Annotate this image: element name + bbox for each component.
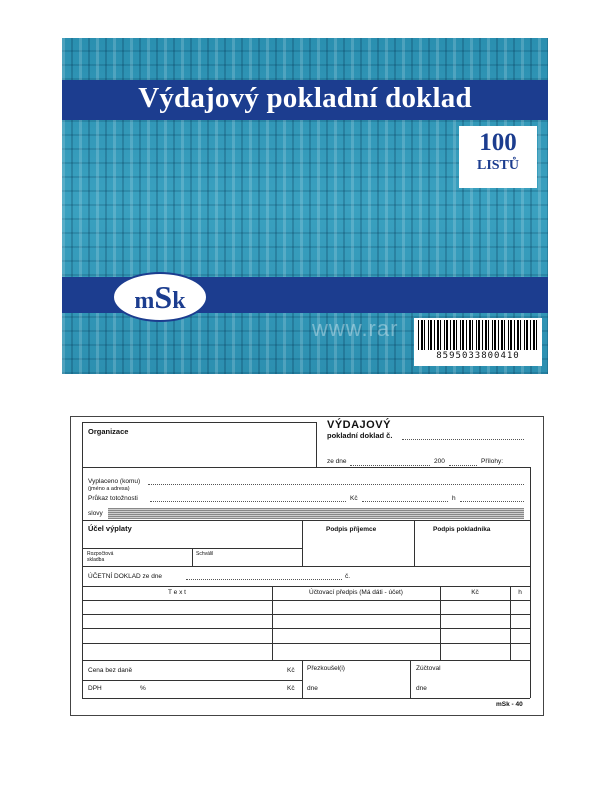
divider bbox=[82, 566, 530, 567]
ze-dne-label: ze dne bbox=[327, 458, 347, 465]
cover-title: Výdajový pokladní doklad bbox=[138, 82, 472, 114]
prezkousel-label: Přezkoušel(i) bbox=[307, 665, 345, 672]
divider bbox=[82, 586, 530, 587]
divider bbox=[302, 660, 303, 698]
doc-number-line[interactable] bbox=[402, 439, 524, 440]
form-heading-doc: pokladní doklad č. bbox=[327, 431, 393, 440]
rozpoctova-skladba-label: Rozpočtová skladba bbox=[87, 551, 114, 563]
col-kc-header: Kč bbox=[471, 589, 479, 596]
msk-logo bbox=[112, 272, 208, 322]
percent-label: % bbox=[140, 685, 146, 692]
date-line[interactable] bbox=[350, 465, 430, 466]
divider bbox=[414, 520, 415, 566]
logo-letter-s: S bbox=[154, 279, 173, 315]
divider bbox=[82, 467, 530, 468]
vyplaceno-label: Vyplaceno (komu) bbox=[88, 478, 141, 485]
c-label: č. bbox=[345, 573, 351, 580]
prukaz-label: Průkaz totožnosti bbox=[88, 495, 138, 502]
col-predpis-header: Účtovací předpis (Má dáti - účet) bbox=[309, 589, 403, 596]
logo-letter-k: k bbox=[172, 288, 186, 314]
payee-line[interactable] bbox=[148, 484, 524, 485]
schvalil-label: Schválil bbox=[196, 551, 214, 557]
year-label: 200 bbox=[434, 458, 445, 465]
divider bbox=[192, 548, 193, 566]
amount-h-line[interactable] bbox=[460, 501, 524, 502]
zuctoval-dne-label: dne bbox=[416, 685, 427, 692]
divider bbox=[82, 628, 530, 629]
prilohy-label: Přílohy: bbox=[481, 458, 504, 465]
divider bbox=[510, 586, 511, 660]
title-band bbox=[62, 80, 548, 120]
id-line[interactable] bbox=[150, 501, 346, 502]
accounting-date-line[interactable] bbox=[186, 579, 342, 580]
sheet-count-badge bbox=[459, 126, 537, 188]
form-code: mSk - 40 bbox=[496, 701, 523, 708]
divider bbox=[82, 680, 302, 681]
divider bbox=[82, 422, 83, 698]
divider bbox=[82, 422, 316, 423]
cena-kc-label: Kč bbox=[287, 667, 295, 674]
divider bbox=[82, 520, 530, 521]
ucel-vyplaty-label: Účel výplaty bbox=[88, 524, 132, 533]
prezkousel-dne-label: dne bbox=[307, 685, 318, 692]
slovy-label: slovy bbox=[88, 510, 103, 517]
podpis-pokladnika-label: Podpis pokladníka bbox=[433, 526, 491, 533]
cena-bez-dane-label: Cena bez daně bbox=[88, 667, 133, 674]
zuctoval-label: Zúčtoval bbox=[416, 665, 441, 672]
booklet-cover bbox=[62, 38, 548, 374]
barcode bbox=[414, 318, 542, 366]
watermark: www.rar bbox=[312, 316, 399, 341]
divider bbox=[82, 643, 530, 644]
col-h-header: h bbox=[518, 589, 522, 596]
col-text-header: T e x t bbox=[168, 589, 186, 596]
barcode-bars bbox=[418, 320, 538, 350]
dph-kc-label: Kč bbox=[287, 685, 295, 692]
dph-label: DPH bbox=[88, 685, 102, 692]
sheet-count-number: 100 bbox=[479, 129, 517, 156]
amount-kc-line[interactable] bbox=[362, 501, 448, 502]
divider bbox=[272, 586, 273, 660]
divider bbox=[530, 467, 531, 698]
kc-label: Kč bbox=[350, 495, 358, 502]
divider bbox=[316, 422, 317, 467]
organizace-label: Organizace bbox=[88, 427, 129, 436]
form-heading-type: VÝDAJOVÝ bbox=[327, 419, 391, 431]
h-label: h bbox=[452, 495, 456, 502]
amount-in-words-field[interactable] bbox=[108, 508, 524, 519]
divider bbox=[82, 660, 530, 661]
divider bbox=[82, 698, 530, 699]
podpis-prijemce-label: Podpis příjemce bbox=[326, 526, 377, 533]
divider bbox=[302, 520, 303, 566]
barcode-digits: 8595033800410 bbox=[436, 351, 520, 361]
logo-letter-m: m bbox=[134, 288, 155, 314]
sheet-count-unit: LISTŮ bbox=[476, 158, 520, 173]
divider bbox=[440, 586, 441, 660]
divider bbox=[410, 660, 411, 698]
year-line[interactable] bbox=[449, 465, 477, 466]
jmeno-adresa-label: (jméno a adresa) bbox=[88, 486, 130, 492]
divider bbox=[82, 600, 530, 601]
ucetni-doklad-label: ÚČETNÍ DOKLAD ze dne bbox=[88, 573, 163, 580]
divider bbox=[82, 614, 530, 615]
